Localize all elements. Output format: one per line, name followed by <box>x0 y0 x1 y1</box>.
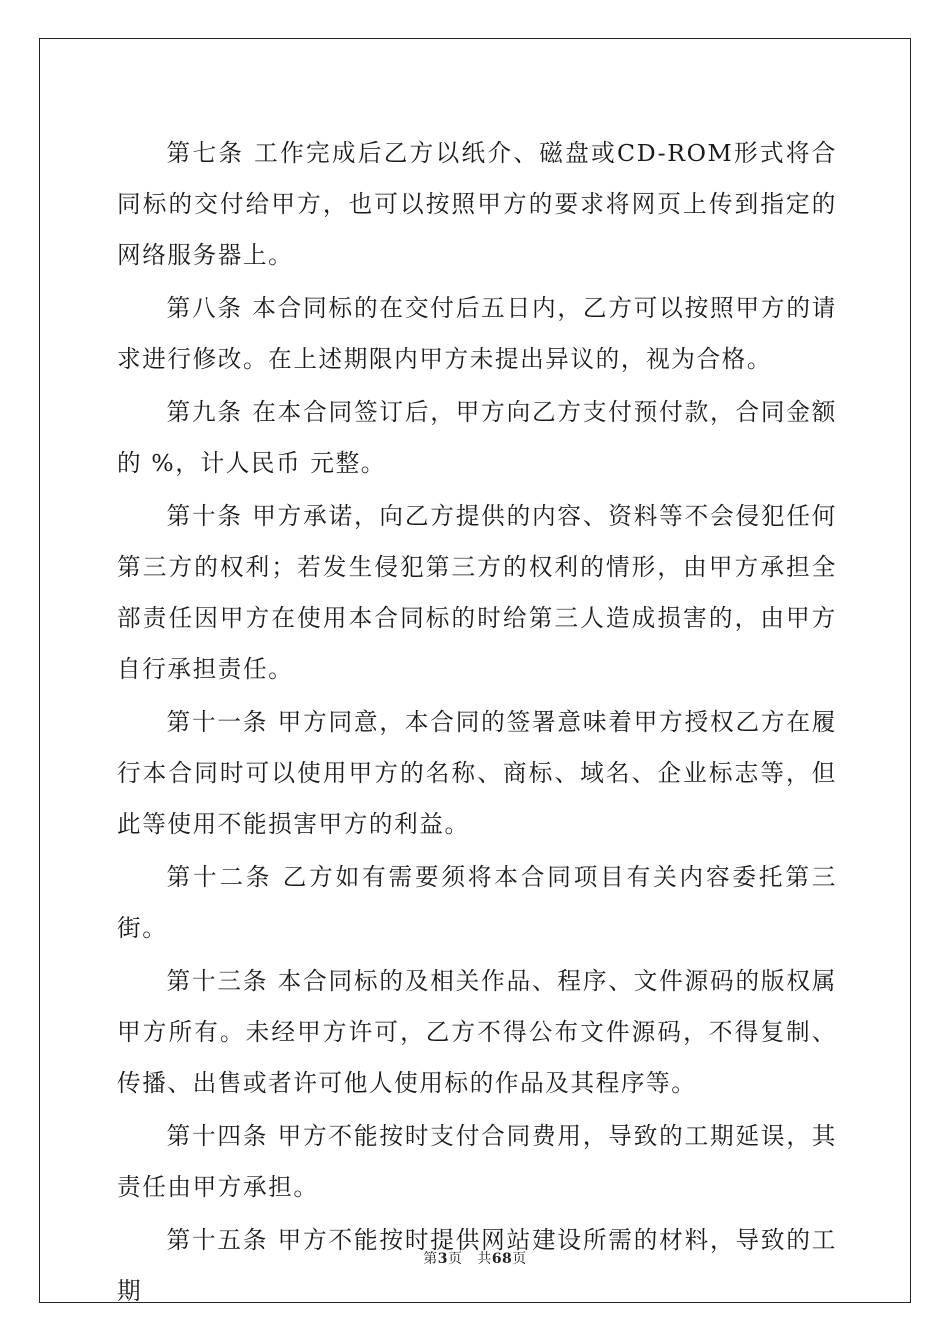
clause-7: 第七条 工作完成后乙方以纸介、磁盘或CD-ROM形式将合同标的交付给甲方，也可以按照甲方的要求将网页上传到指定的网络服务器上。 <box>117 139 837 269</box>
clause-11: 第十一条 甲方同意，本合同的签署意味着甲方授权乙方在履行本合同时可以使用甲方的名称、商标、域名、企业标志等，但此等使用不能损害甲方的利益。 <box>117 708 837 838</box>
clause-9: 第九条 在本合同签订后，甲方向乙方支付预付款，合同金额的 %，计人民币 元整。 <box>117 398 837 477</box>
clause-14: 第十四条 甲方不能按时支付合同费用，导致的工期延误，其责任由甲方承担。 <box>117 1122 837 1201</box>
total-pages-number: 68 <box>491 1251 513 1267</box>
clause-10: 第十条 甲方承诺，向乙方提供的内容、资料等不会侵犯任何第三方的权利；若发生侵犯第三方的权利的情形，由甲方承担全部责任因甲方在使用本合同标的时给第三人造成损害的，由甲方自行承担责任。 <box>117 502 837 683</box>
page-footer <box>0 1248 950 1268</box>
current-page-number: 3 <box>437 1251 448 1267</box>
total-suffix: 页 <box>512 1251 527 1267</box>
clause-13: 第十三条 本合同标的及相关作品、程序、文件源码的版权属甲方所有。未经甲方许可，乙方不得公布文件源码，不得复制、传播、出售或者许可他人使用标的作品及其程序等。 <box>117 967 837 1097</box>
page-prefix: 第 <box>423 1251 438 1267</box>
page-suffix: 页 <box>447 1251 463 1267</box>
document-body <box>117 128 837 1317</box>
clause-12: 第十二条 乙方如有需要须将本合同项目有关内容委托第三街。 <box>117 863 837 942</box>
clause-15: 第十五条 甲方不能按时提供网站建设所需的材料，导致的工期 <box>117 1226 837 1305</box>
clause-8: 第八条 本合同标的在交付后五日内，乙方可以按照甲方的请求进行修改。在上述期限内甲方未提出异议的，视为合格。 <box>117 294 837 373</box>
total-prefix: 共 <box>477 1251 492 1267</box>
